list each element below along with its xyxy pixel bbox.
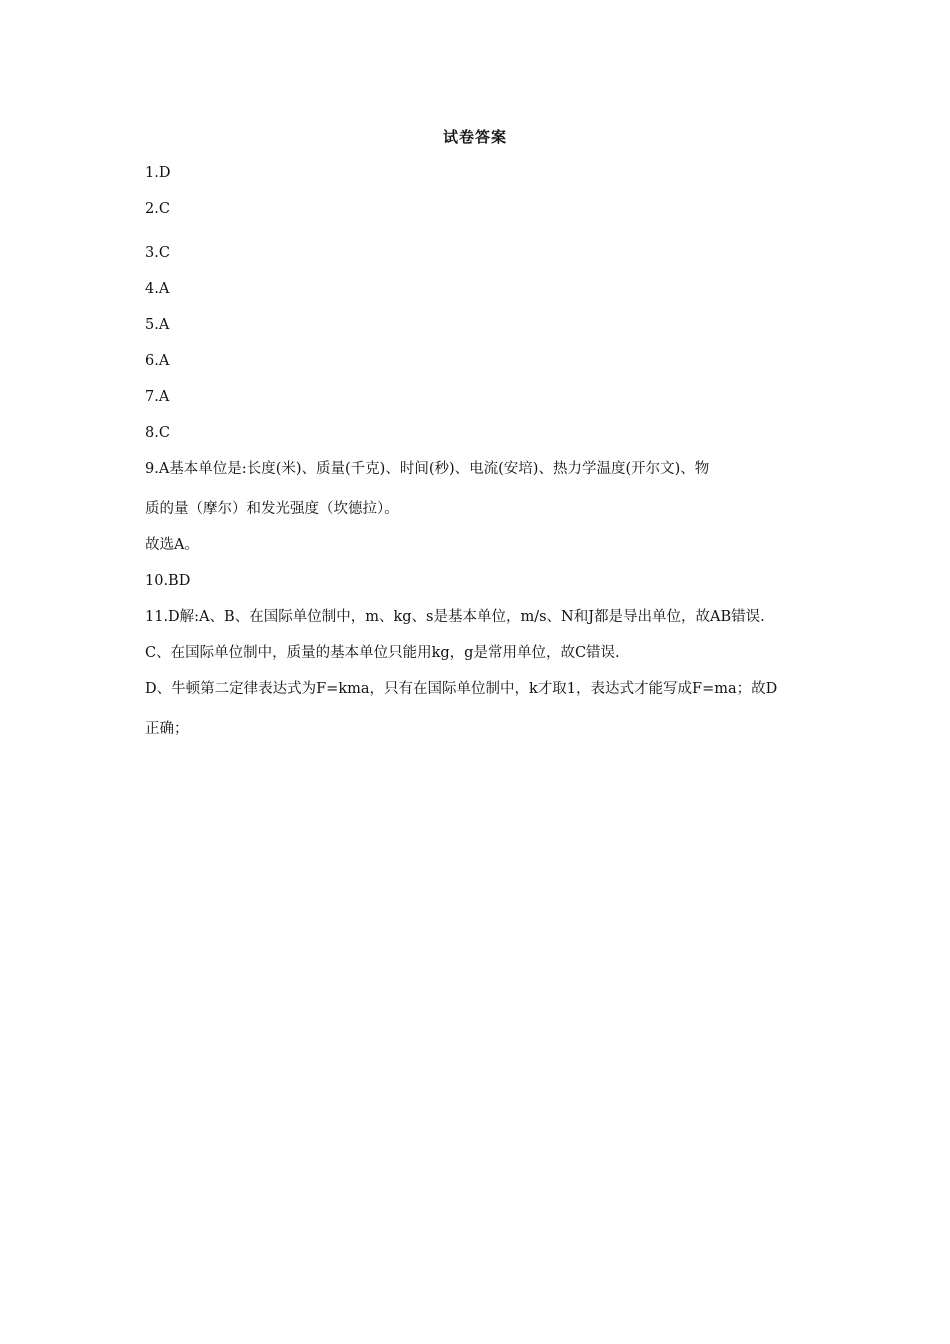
answer-11-line-2: C、在国际单位制中，质量的基本单位只能用kg，g是常用单位，故C错误. — [145, 645, 620, 661]
answer-9-line-2: 质的量（摩尔）和发光强度（坎德拉）。 — [145, 501, 399, 517]
answer-5: 5.A — [145, 317, 170, 333]
answer-1: 1.D — [145, 165, 171, 181]
answer-11-line-3: D、牛顿第二定律表达式为F=kma，只有在国际单位制中，k才取1，表达式才能写成F=ma；故D — [145, 681, 778, 697]
answer-8: 8.C — [145, 425, 170, 441]
page-title: 试卷答案 — [442, 128, 507, 146]
answer-4: 4.A — [145, 281, 170, 297]
answer-3: 3.C — [145, 245, 170, 261]
answer-10: 10.BD — [145, 573, 191, 589]
answer-7: 7.A — [145, 389, 170, 405]
answer-9-line-1: 9.A基本单位是:长度(米)、质量(千克)、时间(秒)、电流(安培)、热力学温度(开尔文)、物 — [145, 461, 710, 477]
answer-6: 6.A — [145, 353, 170, 369]
answer-11-line-1: 11.D解:A、B、在国际单位制中，m、kg、s是基本单位，m/s、N和J都是导出单位，故AB错误. — [145, 609, 765, 625]
answer-11-line-4: 正确； — [145, 721, 189, 737]
answer-9-line-3: 故选A。 — [145, 537, 199, 553]
answer-2: 2.C — [145, 201, 170, 217]
